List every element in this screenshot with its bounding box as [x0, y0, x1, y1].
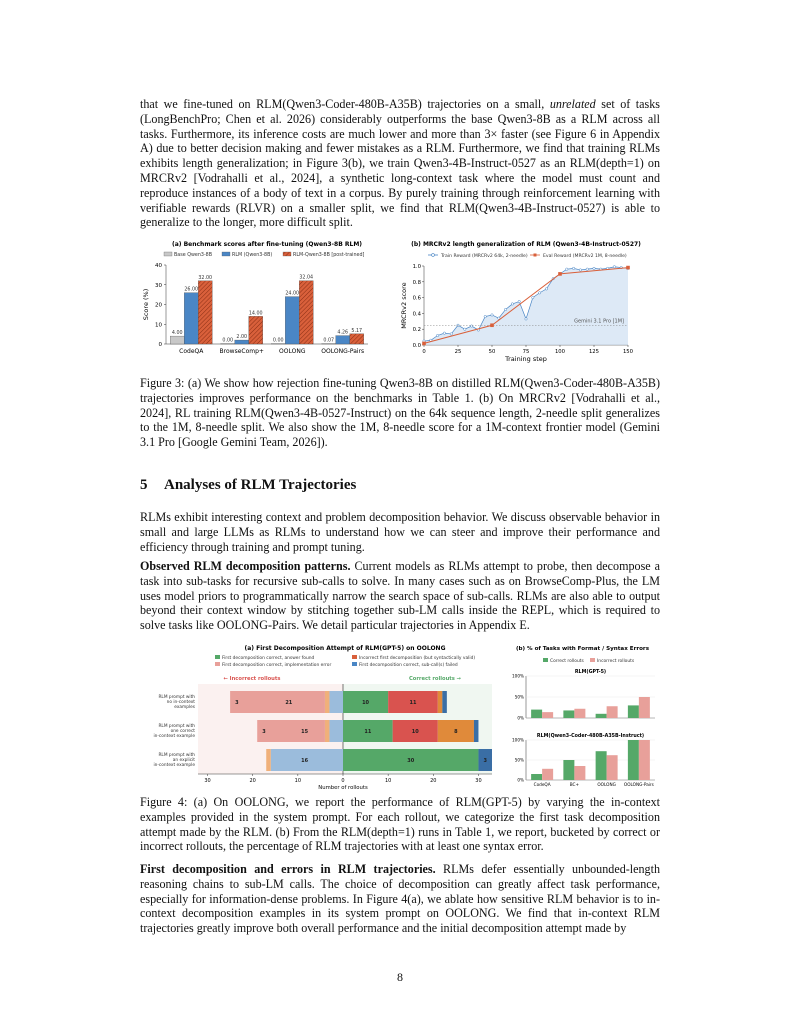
bar-count-label: 11: [364, 729, 372, 735]
y-tick-label: 20: [155, 302, 162, 309]
bar: [336, 336, 350, 344]
train-point: [443, 332, 445, 334]
bar: [628, 705, 639, 718]
paragraph-heading-first-decomposition: First decomposition and errors in RLM trajectories.: [140, 862, 436, 876]
legend-swatch: [215, 662, 220, 666]
y-axis-label: Score (%): [142, 288, 150, 321]
bar: [574, 709, 585, 718]
x-tick-label: 50: [488, 349, 496, 355]
bar: [531, 774, 542, 780]
incorrect-bar-blue: [329, 720, 343, 742]
bar: [531, 710, 542, 718]
train-point: [464, 328, 466, 330]
legend-marker-eval: [534, 254, 537, 257]
train-point: [525, 318, 527, 320]
legend-entry: Incorrect rollouts: [597, 659, 635, 664]
bar-count-label: 10: [362, 700, 370, 706]
correct-bar-blue: [474, 720, 479, 742]
bar: [607, 706, 618, 718]
legend-entry: Correct rollouts: [550, 659, 584, 664]
x-tick-label: 10: [384, 778, 392, 784]
panel-title: RLM(Qwen3-Coder-480B-A35B-Instruct): [536, 734, 645, 739]
bar: [198, 281, 212, 344]
panel-title: RLM(GPT-5): [574, 670, 607, 675]
bar: [235, 340, 249, 344]
x-tick-label: BrowseComp+: [219, 348, 264, 355]
bar: [184, 293, 198, 344]
legend-swatch: [590, 658, 595, 662]
bar: [628, 740, 639, 780]
legend-entry: First decomposition correct, implementation error: [222, 663, 332, 668]
y-tick-label: 0.4: [412, 311, 421, 318]
paragraph-intro: that we fine-tuned on RLM(Qwen3-Coder-480B-A35B) trajectories on a small, unrelated set of tasks (LongBenchPro; Chen et al. 2026) considerably outperforms the base Qwen3-8B as a RLM across all tasks. Furthermore, its inference costs are much lower and more than 3× faster (see Figure 6 in Appendix A) due to better decision making and fewer mistakes as a RLM. Furthermore, we find that training RLMs exhibits length generalization; in Figure 3(b), we train Qwen3-4B-Instruct-0527 as an RLM(depth=1) on MRCRv2 [Vodrahalli et al., 2024], a synthetic long-context task where the model must count and reproduce instances of a body of text in a corpus. By purely training through reinforcement learning with verifiable rewards (RLVR) on a smaller split, we find that RLM(Qwen3-4B-Instruct-0527) is able to generalize to the longer, more difficult split.: [140, 97, 660, 230]
correct-bar-orange: [438, 691, 443, 713]
x-axis-label: Number of rollouts: [318, 785, 368, 791]
bar: [350, 334, 364, 344]
legend-entry: Train Reward (MRCRv2 64k, 2-needle): [441, 254, 528, 259]
train-point: [518, 300, 520, 302]
train-point: [613, 266, 615, 268]
eval-point: [422, 342, 426, 346]
chart-4b-title: (b) % of Tasks with Format / Syntax Errors: [515, 646, 650, 652]
x-tick-label: 0: [422, 349, 426, 355]
incorrect-bar-orange: [325, 720, 330, 742]
bar-count-label: 3: [235, 700, 239, 706]
y-tick-label: 100%: [512, 673, 524, 679]
train-point: [436, 334, 438, 336]
y-tick-label: 10: [155, 322, 162, 329]
legend-swatch: [352, 655, 357, 659]
bar: [639, 697, 650, 718]
train-area: [424, 267, 628, 345]
y-tick-label: 0.2: [412, 327, 421, 334]
x-tick-label: 10: [294, 778, 302, 784]
correct-bar-blue: [442, 691, 447, 713]
y-tick-label: 50%: [514, 694, 524, 700]
bar: [542, 712, 553, 718]
legend-entry: Eval Reward (MRCRv2 1M, 8-needle): [543, 254, 627, 259]
bar-value-label: 5.17: [351, 328, 363, 334]
bar: [574, 766, 585, 780]
x-tick-label: 20: [430, 778, 437, 784]
bar-count-label: 8: [454, 729, 458, 735]
legend-entry: First decomposition correct, sub-call(s) failed: [359, 663, 458, 668]
incorrect-bar-red: [257, 720, 325, 742]
y-tick-label: 50%: [514, 757, 524, 763]
bar-count-label: 3: [483, 758, 487, 764]
page-number: 8: [397, 970, 403, 984]
train-point: [566, 268, 568, 270]
x-tick-label: 20: [249, 778, 256, 784]
bar-count-label: 10: [411, 729, 419, 735]
train-point: [511, 303, 513, 305]
bar-count-label: 15: [301, 729, 309, 735]
row-label: RLM prompt with no in-context examples: [158, 695, 195, 710]
x-tick-label: 0: [341, 778, 345, 784]
y-axis-label: MRCRv2 score: [400, 282, 408, 329]
train-point: [586, 268, 588, 270]
bar-count-label: 11: [409, 700, 417, 706]
bar-value-label: 4.26: [337, 330, 349, 336]
bar-value-label: 2.00: [236, 335, 248, 341]
eval-point: [626, 266, 630, 270]
bar: [563, 710, 574, 718]
train-point: [484, 315, 486, 317]
bar: [563, 760, 574, 780]
bar: [639, 740, 650, 780]
y-tick-label: 0.0: [412, 343, 421, 349]
y-tick-label: 40: [155, 263, 162, 269]
y-tick-label: 100%: [512, 737, 524, 743]
incorrect-bar-red: [230, 691, 325, 713]
emphasis-unrelated: unrelated: [549, 97, 596, 111]
figure-4: [140, 642, 660, 792]
legend-swatch: [215, 655, 220, 659]
bar-count-label: 16: [301, 758, 309, 764]
legend-entry: RLM-Qwen3-8B [post-trained]: [293, 253, 365, 258]
legend-entry: Incorrect first decomposition (but syntactically valid): [359, 656, 476, 661]
x-tick-label: BC+: [569, 782, 579, 787]
eval-point: [558, 272, 562, 276]
bar: [607, 755, 618, 780]
legend-swatch: [352, 662, 357, 666]
incorrect-bar-orange: [266, 749, 271, 771]
legend-entry: First decomposition correct, answer found: [222, 656, 315, 661]
chart-b-title: (b) MRCRv2 length generalization of RLM (Qwen3-4B-Instruct-0527): [411, 241, 641, 248]
paragraph-decomposition: Observed RLM decomposition patterns. Current models as RLMs attempt to probe, then decompose a task into sub-tasks for recursive sub-calls to solve. In many cases such as on BrowseComp-Plus, the LM uses model priors to programmatically narrow the search space of sub-calls. RLMs are also able to output beyond their context window by stitching together sub-LM calls inside the REPL, which is required to solve tasks like OOLONG-Pairs. We detail particular trajectories in Appendix E.: [140, 559, 660, 633]
legend-swatch: [164, 252, 172, 256]
x-tick-label: 100: [554, 349, 566, 355]
bar: [542, 769, 553, 780]
x-tick-label: OOLONG-Pairs: [321, 348, 365, 355]
bar-value-label: 32.00: [198, 275, 213, 281]
train-point: [545, 288, 547, 290]
figure-3: [140, 240, 660, 365]
bar-count-label: 21: [285, 700, 293, 706]
y-tick-label: 0%: [517, 777, 524, 783]
figure-4-caption: Figure 4: (a) On OOLONG, we report the performance of RLM(GPT-5) by varying the in-context examples provided in the system prompt. For each rollout, we categorize the first task decomposition attempt made by the RLM. (b) From the RLM(depth=1) runs in Table 1, we report, bucketed by correct or incorrect rollouts, the percentage of RLM trajectories with at least one syntax error.: [140, 795, 660, 854]
train-point: [593, 267, 595, 269]
bar-value-label: 4.00: [171, 331, 183, 337]
bar-value-label: 0.00: [222, 338, 234, 344]
train-point: [579, 269, 581, 271]
bar: [596, 751, 607, 780]
x-tick-label: CodeQA: [179, 348, 204, 355]
x-tick-label: OOLONG: [597, 782, 616, 787]
bar-value-label: 0.07: [323, 338, 335, 344]
section-heading: 5 Analyses of RLM Trajectories: [140, 477, 357, 493]
y-tick-label: 0.6: [412, 295, 421, 302]
x-tick-label: OOLONG: [279, 348, 306, 355]
bar-value-label: 0.00: [272, 338, 284, 344]
x-tick-label: 125: [588, 349, 600, 355]
x-axis-label: Training step: [505, 355, 547, 363]
chart-a-title: (a) Benchmark scores after fine-tuning (Qwen3-8B RLM): [171, 241, 363, 248]
y-tick-label: 0%: [517, 715, 524, 721]
bar: [299, 281, 313, 344]
correct-rollouts-label: Correct rollouts →: [408, 676, 462, 682]
bar: [249, 316, 263, 344]
train-point: [538, 292, 540, 294]
x-tick-label: 150: [622, 349, 634, 355]
train-point: [504, 308, 506, 310]
x-tick-label: OOLONG-Pairs: [623, 782, 654, 787]
bar-count-label: 3: [262, 729, 266, 735]
bar-value-label: 26.00: [184, 287, 199, 293]
train-point: [491, 314, 493, 316]
incorrect-rollouts-label: ← Incorrect rollouts: [223, 676, 281, 682]
incorrect-bar-blue: [329, 691, 343, 713]
bar: [596, 714, 607, 718]
eval-point: [490, 323, 494, 327]
x-tick-label: 30: [204, 778, 211, 784]
x-tick-label: CodeQA: [533, 782, 551, 787]
legend-entry: Base Qwen3-8B: [174, 253, 213, 258]
bar-count-label: 30: [407, 758, 415, 764]
bar-value-label: 24.00: [285, 291, 300, 297]
figure-3-caption: Figure 3: (a) We show how rejection fine-tuning Qwen3-8B on distilled RLM(Qwen3-Coder-480B-A35B) trajectories improves performance on the benchmarks in Table 1. (b) On MRCRv2 [Vodrahalli et al., 2024], RL training RLM(Qwen3-4B-0527-Instruct) on the 64k sequence length, 2-needle split generalizes to the 1M, 8-needle split. We also show the 1M, 8-needle score for a 1M-context frontier model (Gemini 3.1 Pro [Google Gemini Team, 2026]).: [140, 376, 660, 450]
bar-value-label: 14.00: [248, 311, 263, 317]
legend-marker-train: [432, 254, 435, 257]
paragraph-first-decomposition: First decomposition and errors in RLM trajectories. RLMs defer essentially unbounded-length reasoning chains to sub-LM calls. The choice of decomposition can greatly affect task performance, especially for information-dense problems. In Figure 4(a), we ablate how sensitive RLM behavior is to in-context decomposition examples in its system prompt on OOLONG. We find that in-context RLM trajectories greatly improve both overall performance and the initial decomposition attempt made by: [140, 862, 660, 936]
x-tick-label: 25: [454, 349, 462, 355]
bar-value-label: 32.04: [299, 275, 314, 281]
paragraph-section-intro: RLMs exhibit interesting context and problem decomposition behavior. We discuss observable behavior in small and large LLMs as RLMs to understand how we can steer and improve their performance and efficiency through training and prompt tuning.: [140, 510, 660, 554]
legend-swatch: [283, 252, 291, 256]
x-tick-label: 30: [475, 778, 482, 784]
bar: [285, 297, 299, 344]
train-point: [572, 267, 574, 269]
chart-4a-title: (a) First Decomposition Attempt of RLM(GPT-5) on OOLONG: [244, 645, 446, 652]
reference-label: Gemini 3.1 Pro [1M]: [574, 318, 624, 325]
y-tick-label: 0: [158, 342, 162, 348]
y-tick-label: 0.8: [412, 279, 421, 286]
legend-entry: RLM (Qwen3-8B): [232, 253, 273, 258]
row-label: RLM prompt with an explicit in-context example: [153, 753, 195, 768]
incorrect-bar-orange: [325, 691, 330, 713]
legend-swatch: [222, 252, 230, 256]
y-tick-label: 30: [155, 282, 162, 289]
y-tick-label: 1.0: [412, 264, 421, 270]
bar: [170, 336, 184, 344]
row-label: RLM prompt with one correct in-context example: [153, 724, 195, 739]
train-point: [450, 333, 452, 335]
legend-swatch: [543, 658, 548, 662]
paragraph-heading-decomposition: Observed RLM decomposition patterns.: [140, 559, 351, 573]
train-point: [532, 296, 534, 298]
x-tick-label: 75: [522, 349, 530, 355]
